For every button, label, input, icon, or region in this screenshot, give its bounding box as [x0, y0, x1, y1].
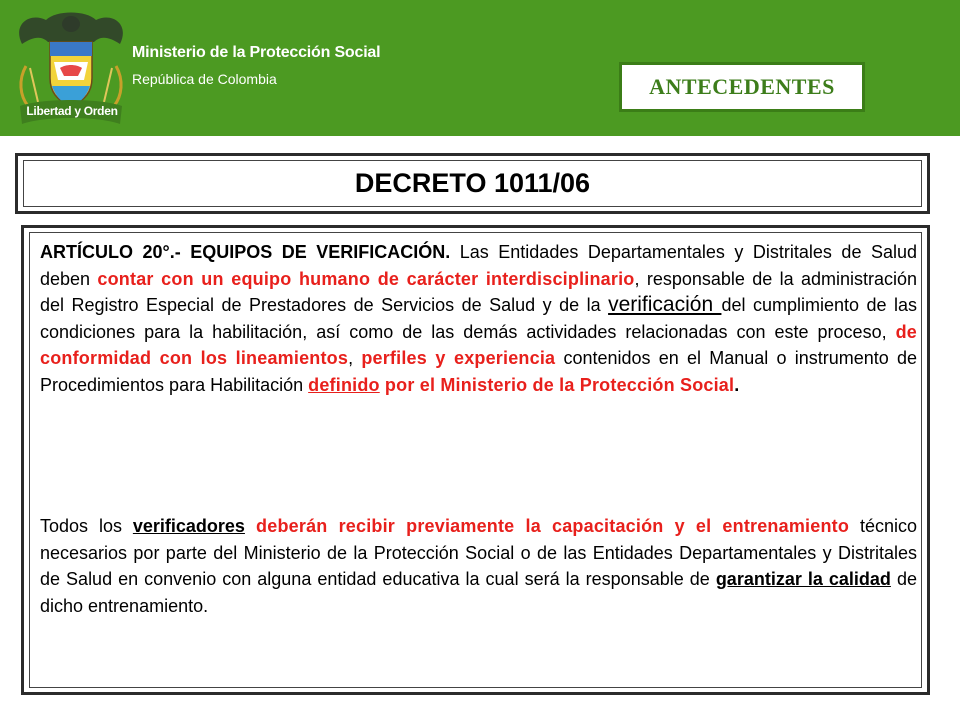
article-paragraph-1	[40, 239, 917, 398]
country-name: República de Colombia	[132, 71, 277, 87]
highlight-segment: por el Ministerio de la Protección Social	[379, 374, 735, 395]
highlight-segment: contar con un equipo humano de carácter interdisciplinario	[97, 268, 635, 289]
section-label-box	[619, 62, 865, 112]
highlight-segment: deberán recibir previamente la capacitación y el entrenamiento	[244, 516, 850, 536]
underlined-segment: verificación	[608, 293, 722, 316]
text-segment: ,	[348, 348, 362, 368]
text-segment: del cumplimiento de las condiciones para la habilitación, así como de las demás actividades relacionadas con este proceso,	[40, 295, 917, 342]
text-segment: contenidos en el Manual o instrumento de Procedimientos para Habilitación	[40, 348, 917, 395]
logo-motto: Libertad y Orden	[26, 104, 118, 118]
section-label: ANTECEDENTES	[649, 74, 835, 99]
decree-title: DECRETO 1011/06	[354, 168, 591, 198]
highlight-underlined-segment: definido	[308, 374, 380, 395]
text-segment: .	[734, 374, 740, 395]
text-segment: Todos los	[40, 516, 133, 536]
underlined-segment: verificadores	[132, 516, 245, 536]
text-segment: Las Entidades Departamentales y Distritales de Salud deben	[40, 242, 917, 289]
highlight-segment: perfiles y experiencia	[361, 348, 556, 368]
underlined-segment: garantizar la calidad	[715, 569, 891, 589]
text-segment: técnico necesarios por parte del Ministerio de la Protección Social o de las Entidades Departamentales y Distritales de Salud en convenio con alguna entidad educativa la cual será la responsable de	[40, 516, 917, 589]
header-bar	[0, 0, 960, 136]
article-heading: ARTÍCULO 20°.- EQUIPOS DE VERIFICACIÓN.	[40, 242, 451, 262]
article-box	[21, 225, 930, 695]
decree-title-inner	[23, 160, 922, 207]
decree-title-box	[15, 153, 930, 214]
text-segment: , responsable de la administración del Registro Especial de Prestadores de Servicios de Salud y de la	[40, 268, 917, 315]
article-inner	[29, 232, 922, 688]
article-paragraph-2	[40, 513, 917, 619]
highlight-segment: de conformidad con los lineamientos	[40, 321, 917, 368]
text-segment: de dicho entrenamiento.	[40, 569, 917, 616]
ministry-name: Ministerio de la Protección Social	[132, 44, 381, 61]
